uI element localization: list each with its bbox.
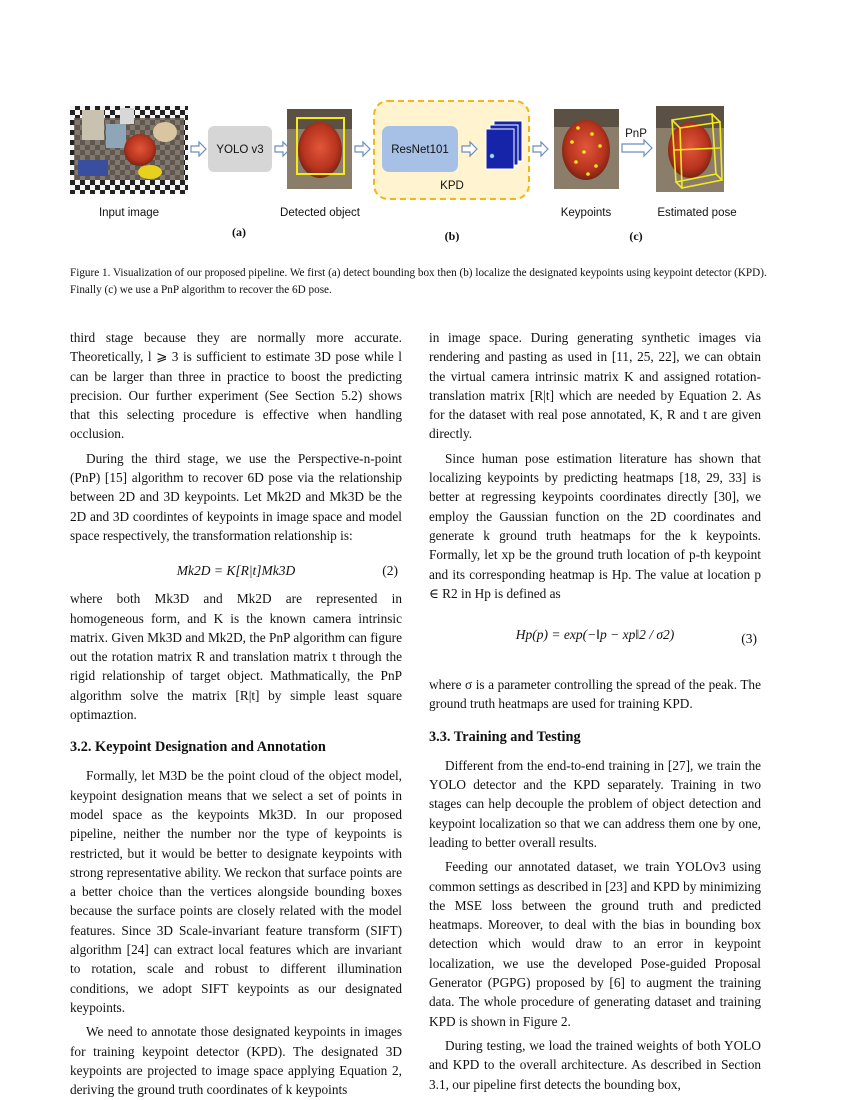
equation-3-body: Hp(p) = exp(−‖p − xp‖2 / σ2) (515, 627, 675, 643)
equation-2-number: (2) (382, 563, 398, 579)
yolo-label: YOLO v3 (216, 144, 264, 156)
estimated-pose-image (656, 106, 724, 192)
arrow-icon (533, 142, 548, 156)
estimated-pose-caption: Estimated pose (657, 207, 737, 219)
equation-3-number: (3) (741, 631, 757, 647)
detected-object-caption: Detected object (280, 207, 360, 219)
paragraph: During the third stage, we use the Perspective-n-point (PnP) [15] algorithm to recover 6D pose via the relationship between 2D and 3D keypoints. Let Mk2D and Mk3D be the 2D and 3D coordintes of keypoints in image space and model space respectively, the transformation relationship is: (70, 450, 402, 543)
input-image-caption: Input image (98, 207, 160, 219)
figure-caption: Figure 1. Visualization of our proposed pipeline. We first (a) detect bounding box then (b) localize the designated keypoints using keypoint detector (KPD). Finally (c) we use a PnP algorithm to recover the 6D pose. (70, 267, 767, 296)
detected-object-image (287, 109, 352, 189)
paragraph: Different from the end-to-end training in [27], we train the YOLO detector and the KPD separately. Training in two stages can help decouple the problem of object detection and keypoint localization so that we can address them one by one, leading to better overall results. (429, 757, 761, 850)
paragraph: where σ is a parameter controlling the spread of the peak. The ground truth heatmaps are used for training KPD. (429, 677, 761, 712)
resnet-label: ResNet101 (391, 144, 449, 156)
paragraph: We need to annotate those designated keypoints in images for training keypoint detector (KPD). The designated 3D keypoints are projected to image space applying Equation 2, deriving the ground truth coordinates of k keypoints (70, 1024, 402, 1098)
keypoints-image (554, 109, 619, 189)
arrow-icon (355, 142, 370, 156)
panel-c-label: (c) (629, 229, 643, 243)
input-image (70, 106, 188, 194)
paragraph: Formally, let M3D be the point cloud of the object model, keypoint designation means that we select a set of points in model space as the keypoints Mk3D. In our proposed pipeline, neither the number nor the type of keypoints is restricted, but it would be better to designate keypoints with strong representative ability. We reckon that surface points are a better choice than the vertices alongside bounding boxes because the surface points are closely related with the model features. Since 3D Scale-invariant feature transform (SIFT) algorithm [24] can extract local features which are invariant to rotation, scale and robust to different illumination conditions, we adopt SIFT keypoints as our designated keypoints. (70, 768, 402, 1015)
paragraph: in image space. During generating synthetic images via rendering and pasting as used in [11, 25, 22], we can obtain the virtual camera intrinsic matrix K and assigned rotation-translation matrix [R|t] which are needed by Equation 2. As for the dataset with real pose annotated, K, R and t are given directly. (429, 330, 761, 442)
paragraph: third stage because they are normally more accurate. Theoretically, l ⩾ 3 is sufficient to estimate 3D pose while l can be larger than three in practice to boost the predicting precision. Our further experiment (See Section 5.2) shows that this selecting procedure is effective when handling occlusion. (70, 330, 402, 442)
paragraph: Feeding our annotated dataset, we train YOLOv3 using common settings as described in [23] and KPD by minimizing the MSE loss between the ground truth and predicted heatmaps. Moreover, to deal with the bias in bounding box detection which would draw to an error in keypoint localization, we use the developed Pose-guided Proposal Generator (PGPG) proposed by [6] to augment the training data. The whole procedure of generating dataset and training KPD is shown in Figure 2. (429, 859, 762, 1029)
right-column (429, 328, 761, 1094)
arrow-icon (191, 142, 206, 156)
paragraph: During testing, we load the trained weights of both YOLO and KPD to the overall architecture. As described in Section 3.1, our pipeline first detects the bounding box, (429, 1037, 761, 1092)
heatmap-stack (486, 121, 522, 169)
paragraph: where both Mk3D and Mk2D are represented in homogeneous form, and K is the known camera intrinsic matrix. Given Mk3D and Mk2D, the PnP algorithm can figure out the rotation matrix R and translation matrix t through the rigid relationship of target object. Mathmatically, the PnP algorithm solve the matrix [R|t] by simple least square optimaztion. (70, 591, 402, 723)
equation-2 (70, 555, 402, 583)
equation-2-body: Mk2D = K[R|t]Mk3D (176, 563, 296, 579)
section-heading-3-3: 3.3. Training and Testing (429, 728, 581, 745)
equation-3 (429, 607, 761, 671)
keypoints-caption: Keypoints (560, 207, 612, 219)
pnp-arrow-icon (622, 140, 652, 156)
kpd-label: KPD (440, 180, 464, 192)
panel-a-label: (a) (232, 225, 246, 239)
section-heading-3-2: 3.2. Keypoint Designation and Annotation (70, 739, 326, 756)
left-column (70, 328, 402, 1099)
paragraph: Since human pose estimation literature has shown that localizing keypoints by predicting heatmaps [18, 29, 33] is better at regressing keypoints coordinates directly [30], we employ the Gaussian function on the 2D coordinates and generate k ground truth heatmaps for the k keypoints. Formally, let xp be the ground truth location of p-th keypoint and its corresponding heatmap is Hp. The value at location p ∈ R2 in Hp is defined as (429, 450, 761, 601)
pipeline-figure (0, 0, 850, 250)
panel-b-label: (b) (444, 229, 460, 243)
pnp-label: PnP (625, 128, 647, 140)
